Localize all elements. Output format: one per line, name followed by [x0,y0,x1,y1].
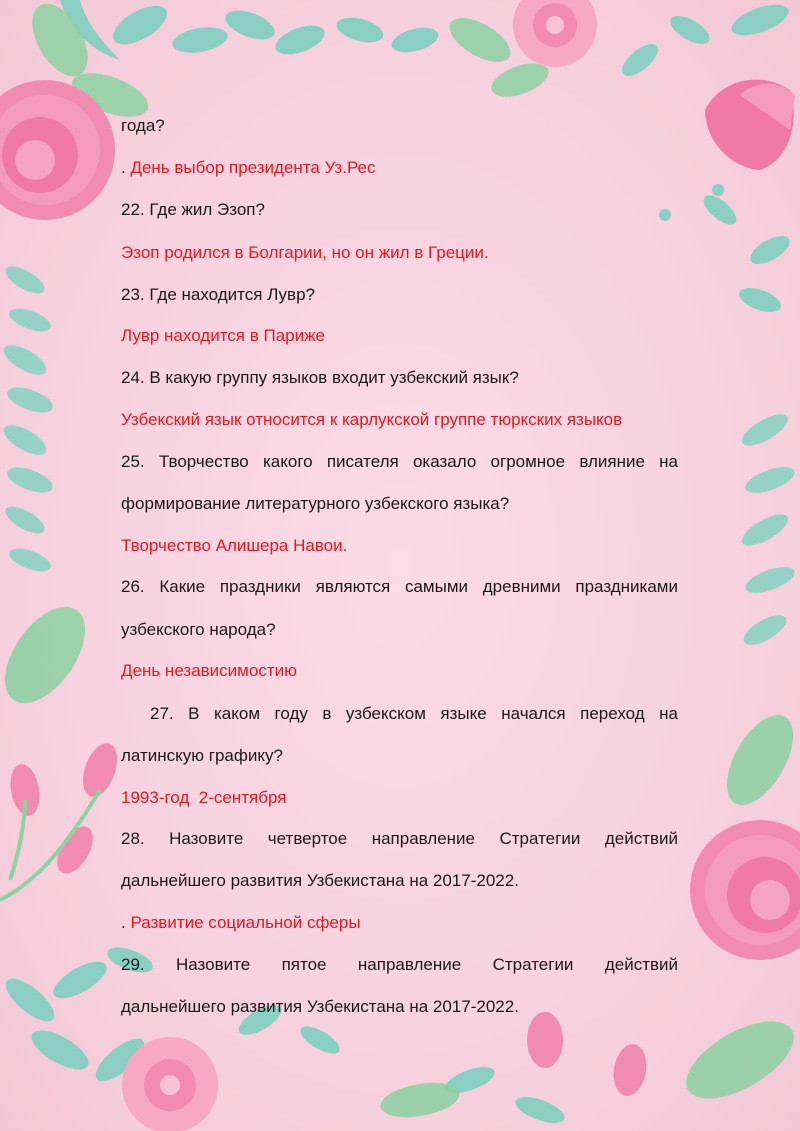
answer-line: . День выбор президента Уз.Рес [121,158,376,177]
answer-line: Творчество Алишера Навои. [121,536,348,555]
answer-line: День независимостию [121,661,297,680]
answer-line: Лувр находится в Париже [121,326,325,345]
question-line: 29. Назовите пятое направление Стратегии действий [121,955,678,974]
answer-line: 1993-год 2-сентября [121,788,287,807]
answer-line: Узбекский язык относится к карлукской группе тюркских языков [121,410,623,429]
question-line: формирование литературного узбекского языка? [121,494,510,513]
question-line: 24. В какую группу языков входит узбекский язык? [121,368,519,387]
question-line: 23. Где находится Лувр? [121,285,315,304]
question-line: 27. В каком году в узбекском языке начался переход на [121,704,678,723]
question-line: дальнейшего развития Узбекистана на 2017-2022. [121,997,519,1016]
question-line: дальнейшего развития Узбекистана на 2017-2022. [121,871,519,890]
question-line: 26. Какие праздники являются самыми древними праздниками [121,577,678,596]
question-line: 22. Где жил Эзоп? [121,200,265,219]
question-line: 25. Творчество какого писателя оказало огромное влияние на [121,452,678,471]
text-line: года? [121,116,165,135]
question-line: латинскую графику? [121,746,283,765]
question-line: узбекского народа? [121,620,276,639]
answer-line: . Развитие социальной сферы [121,913,361,932]
question-line: 28. Назовите четвертое направление Стратегии действий [121,829,678,848]
answer-line: Эзоп родился в Болгарии, но он жил в Греции. [121,243,489,262]
